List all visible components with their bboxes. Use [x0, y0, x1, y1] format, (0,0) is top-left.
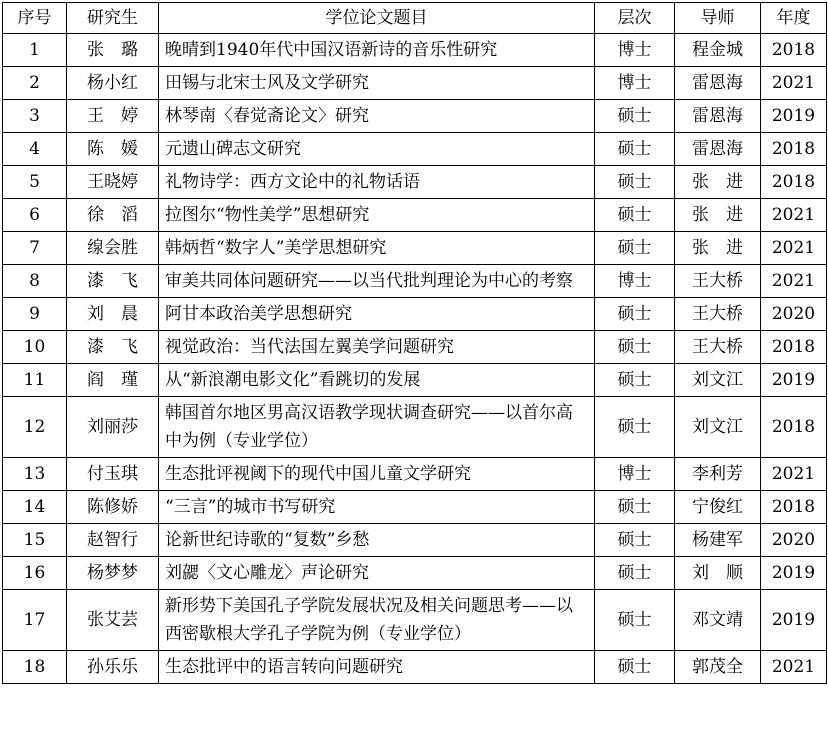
row-number: 14	[3, 491, 67, 524]
degree-level: 博士	[595, 34, 675, 67]
table-row	[3, 590, 827, 651]
header-title: 学位论文题目	[159, 3, 595, 34]
year: 2021	[761, 67, 827, 100]
header-student: 研究生	[67, 3, 159, 34]
thesis-title: “三言”的城市书写研究	[159, 491, 595, 524]
degree-level: 硕士	[595, 524, 675, 557]
row-number: 9	[3, 298, 67, 331]
year: 2018	[761, 397, 827, 458]
advisor-name: 王大桥	[675, 298, 761, 331]
student-name: 王 婷	[67, 100, 159, 133]
degree-level: 硕士	[595, 590, 675, 651]
advisor-name: 雷恩海	[675, 133, 761, 166]
table-row	[3, 298, 827, 331]
thesis-title: 刘勰〈文心雕龙〉声论研究	[159, 557, 595, 590]
row-number: 6	[3, 199, 67, 232]
thesis-title: 生态批评视阈下的现代中国儿童文学研究	[159, 458, 595, 491]
thesis-title: 韩炳哲“数字人”美学思想研究	[159, 232, 595, 265]
advisor-name: 雷恩海	[675, 67, 761, 100]
thesis-title: 拉图尔“物性美学”思想研究	[159, 199, 595, 232]
advisor-name: 王大桥	[675, 265, 761, 298]
student-name: 张艾芸	[67, 590, 159, 651]
degree-level: 硕士	[595, 100, 675, 133]
student-name: 王晓婷	[67, 166, 159, 199]
advisor-name: 刘文江	[675, 364, 761, 397]
degree-level: 硕士	[595, 166, 675, 199]
advisor-name: 郭茂全	[675, 651, 761, 684]
row-number: 1	[3, 34, 67, 67]
advisor-name: 雷恩海	[675, 100, 761, 133]
advisor-name: 张 进	[675, 199, 761, 232]
year: 2020	[761, 298, 827, 331]
year: 2019	[761, 590, 827, 651]
year: 2018	[761, 166, 827, 199]
header-year: 年度	[761, 3, 827, 34]
year: 2019	[761, 364, 827, 397]
degree-level: 博士	[595, 265, 675, 298]
year: 2018	[761, 133, 827, 166]
table-row	[3, 651, 827, 684]
student-name: 杨梦梦	[67, 557, 159, 590]
row-number: 2	[3, 67, 67, 100]
thesis-title: 审美共同体问题研究——以当代批判理论为中心的考察	[159, 265, 595, 298]
table-row	[3, 557, 827, 590]
student-name: 阎 瑾	[67, 364, 159, 397]
thesis-title: 论新世纪诗歌的“复数”乡愁	[159, 524, 595, 557]
thesis-title: 礼物诗学：西方文论中的礼物话语	[159, 166, 595, 199]
year: 2020	[761, 524, 827, 557]
advisor-name: 张 进	[675, 166, 761, 199]
advisor-name: 王大桥	[675, 331, 761, 364]
header-no: 序号	[3, 3, 67, 34]
row-number: 10	[3, 331, 67, 364]
table-row	[3, 133, 827, 166]
student-name: 孙乐乐	[67, 651, 159, 684]
student-name: 刘丽莎	[67, 397, 159, 458]
degree-level: 博士	[595, 67, 675, 100]
table-row	[3, 491, 827, 524]
degree-level: 硕士	[595, 397, 675, 458]
advisor-name: 邓文靖	[675, 590, 761, 651]
row-number: 18	[3, 651, 67, 684]
student-name: 张 璐	[67, 34, 159, 67]
row-number: 3	[3, 100, 67, 133]
year: 2021	[761, 265, 827, 298]
advisor-name: 李利芳	[675, 458, 761, 491]
advisor-name: 宁俊红	[675, 491, 761, 524]
thesis-title: 阿甘本政治美学思想研究	[159, 298, 595, 331]
student-name: 刘 晨	[67, 298, 159, 331]
table-row	[3, 397, 827, 458]
advisor-name: 杨建军	[675, 524, 761, 557]
degree-level: 硕士	[595, 133, 675, 166]
degree-level: 博士	[595, 458, 675, 491]
thesis-title: 视觉政治：当代法国左翼美学问题研究	[159, 331, 595, 364]
table-row	[3, 34, 827, 67]
row-number: 11	[3, 364, 67, 397]
row-number: 13	[3, 458, 67, 491]
student-name: 陈修娇	[67, 491, 159, 524]
table-row	[3, 364, 827, 397]
thesis-title: 新形势下美国孔子学院发展状况及相关问题思考——以西密歇根大学孔子学院为例（专业学位）	[159, 590, 595, 651]
table-row	[3, 100, 827, 133]
degree-level: 硕士	[595, 651, 675, 684]
degree-level: 硕士	[595, 557, 675, 590]
advisor-name: 张 进	[675, 232, 761, 265]
row-number: 7	[3, 232, 67, 265]
year: 2019	[761, 100, 827, 133]
thesis-title: 林琴南〈春觉斋论文〉研究	[159, 100, 595, 133]
advisor-name: 刘 顺	[675, 557, 761, 590]
table-row	[3, 265, 827, 298]
table-row	[3, 166, 827, 199]
year: 2018	[761, 331, 827, 364]
degree-level: 硕士	[595, 364, 675, 397]
row-number: 15	[3, 524, 67, 557]
student-name: 杨小红	[67, 67, 159, 100]
advisor-name: 刘文江	[675, 397, 761, 458]
student-name: 漆 飞	[67, 265, 159, 298]
year: 2019	[761, 557, 827, 590]
year: 2018	[761, 491, 827, 524]
advisor-name: 程金城	[675, 34, 761, 67]
thesis-title: 晚晴到1940年代中国汉语新诗的音乐性研究	[159, 34, 595, 67]
degree-level: 硕士	[595, 232, 675, 265]
header-advisor: 导师	[675, 3, 761, 34]
year: 2021	[761, 199, 827, 232]
table-row	[3, 67, 827, 100]
table-row	[3, 458, 827, 491]
row-number: 16	[3, 557, 67, 590]
row-number: 4	[3, 133, 67, 166]
table-body	[3, 34, 827, 684]
thesis-title: 田锡与北宋士风及文学研究	[159, 67, 595, 100]
student-name: 赵智行	[67, 524, 159, 557]
header-level: 层次	[595, 3, 675, 34]
student-name: 缐会胜	[67, 232, 159, 265]
student-name: 陈 媛	[67, 133, 159, 166]
degree-level: 硕士	[595, 199, 675, 232]
degree-level: 硕士	[595, 331, 675, 364]
thesis-title: 元遗山碑志文研究	[159, 133, 595, 166]
thesis-table	[2, 2, 827, 684]
thesis-title: 从“新浪潮电影文化”看跳切的发展	[159, 364, 595, 397]
student-name: 漆 飞	[67, 331, 159, 364]
student-name: 付玉琪	[67, 458, 159, 491]
table-row	[3, 331, 827, 364]
thesis-title: 生态批评中的语言转向问题研究	[159, 651, 595, 684]
table-row	[3, 199, 827, 232]
table-row	[3, 232, 827, 265]
degree-level: 硕士	[595, 298, 675, 331]
row-number: 17	[3, 590, 67, 651]
table-row	[3, 524, 827, 557]
year: 2018	[761, 34, 827, 67]
year: 2021	[761, 232, 827, 265]
thesis-title: 韩国首尔地区男高汉语教学现状调查研究——以首尔高中为例（专业学位）	[159, 397, 595, 458]
row-number: 5	[3, 166, 67, 199]
student-name: 徐 滔	[67, 199, 159, 232]
table-header-row	[3, 3, 827, 34]
year: 2021	[761, 458, 827, 491]
row-number: 8	[3, 265, 67, 298]
year: 2021	[761, 651, 827, 684]
row-number: 12	[3, 397, 67, 458]
degree-level: 硕士	[595, 491, 675, 524]
